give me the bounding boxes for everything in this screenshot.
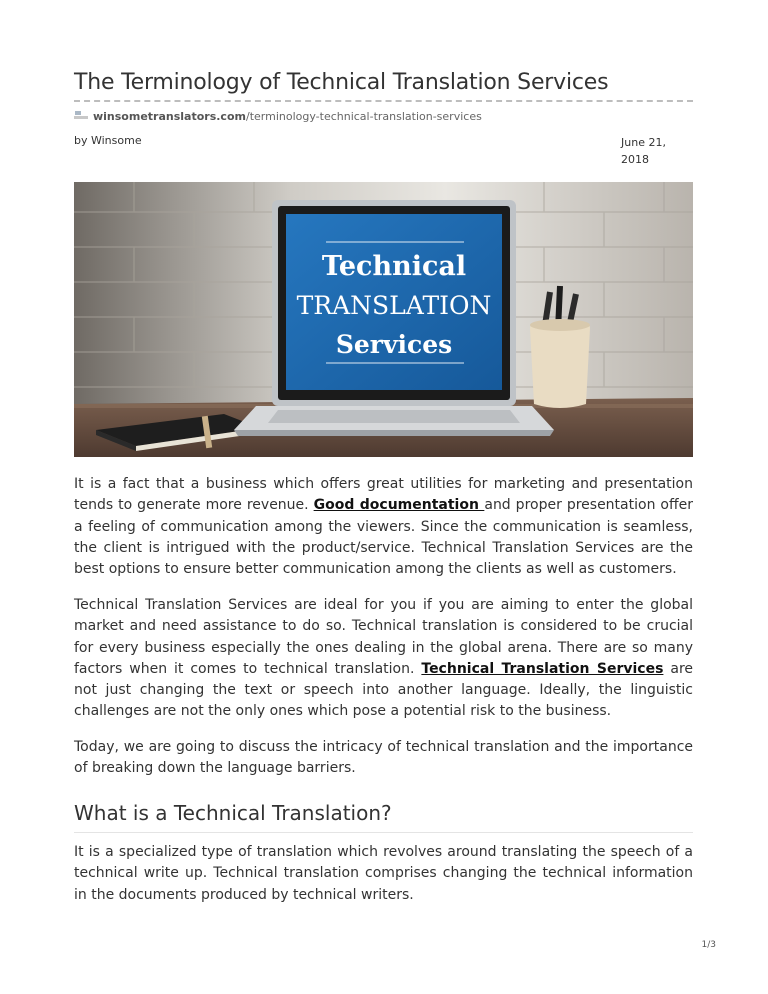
good-documentation-link[interactable]: Good documentation <box>313 497 485 514</box>
paragraph-3: Today, we are going to discuss the intricacy of technical translation and the importance of breaking down the language barriers. <box>74 739 693 777</box>
publish-date: June 21, 2018 <box>621 136 666 166</box>
hero-line-services: Services <box>335 330 453 359</box>
site-favicon-icon <box>74 111 88 120</box>
hero-image <box>74 182 693 457</box>
hero-line-translation: TRANSLATION <box>296 291 492 320</box>
title-divider <box>74 100 693 102</box>
source-domain: winsometranslators.com <box>93 110 246 123</box>
paragraph-2: Technical Translation Services are ideal for you if you are aiming to enter the global market and need assistance to do so. Technical translation is considered to be crucial for every business especially the ones dealing in the global arena. There are so many factors when it comes to technical translation. Technical Translation Services are not just changing the text or speech into another language. Ideally, the linguistic challenges are not the only ones which pose a potential risk to the business. <box>74 597 694 720</box>
paragraph-1: It is a fact that a business which offers great utilities for marketing and presentation tends to generate more revenue. Good documentation and proper presentation offer a feeling of communication among the viewers. Since the communication is seamless, the client is intrigued with the product/service. Technical Translation Services are the best options to ensure better communication among the clients as well as customers. <box>74 476 694 578</box>
source-url[interactable] <box>74 110 482 123</box>
paragraph-4: It is a specialized type of translation which revolves around translating the speech of a technical write up. Technical translation comprises changing the technical information in the documents produced by technical writers. <box>74 844 693 903</box>
author-byline: by Winsome <box>74 134 142 147</box>
technical-translation-services-link[interactable]: Technical Translation Services <box>421 660 664 677</box>
page-number: 1/3 <box>701 940 716 950</box>
article-title: The Terminology of Technical Translation Services <box>74 70 609 95</box>
hero-line-technical: Technical <box>321 251 467 282</box>
section-heading: What is a Technical Translation? <box>74 801 392 825</box>
section-divider <box>74 832 693 833</box>
source-path: /terminology-technical-translation-services <box>245 110 482 123</box>
